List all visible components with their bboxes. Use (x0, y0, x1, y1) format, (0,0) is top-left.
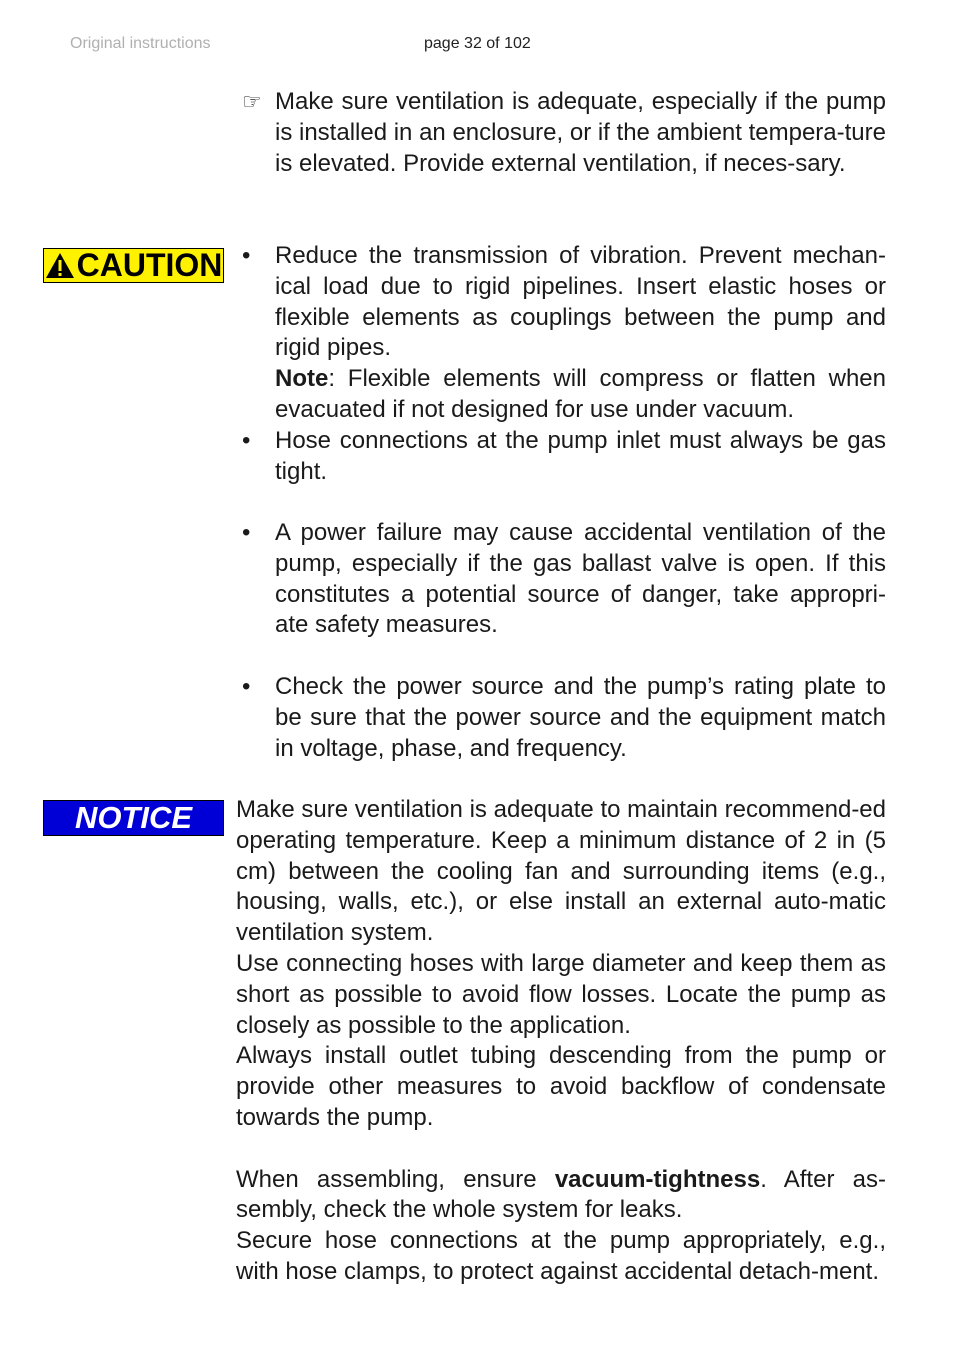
caution-badge (43, 248, 224, 283)
header-document-label: Original instructions (70, 35, 211, 52)
notice-paragraph (236, 1165, 886, 1227)
warning-triangle-icon (45, 252, 75, 279)
notice-text: . After as-sembly, check the whole system for leaks. (236, 1165, 886, 1224)
list-item-power-failure (240, 518, 886, 641)
pointing-hand-icon: ☞ (242, 89, 262, 114)
bullet-marker: • (242, 242, 251, 269)
notice-paragraph: Secure hose connections at the pump appropriately, e.g., with hose clamps, to protect against accidental detach-ment. (236, 1227, 886, 1285)
notice-paragraph: Always install outlet tubing descending from the pump or provide other measures to avoid backflow of condensate towards the pump. (236, 1042, 886, 1131)
item-text: Make sure ventilation is adequate, especially if the pump is installed in an enclosure, or if the ambient tempera-ture is elevated. Provide external ventilation, if neces-sary. (275, 88, 886, 177)
note-paragraph (275, 364, 886, 426)
bullet-marker: • (242, 427, 251, 454)
notice-text: When assembling, ensure (236, 1165, 555, 1193)
bullet-marker: • (242, 519, 251, 546)
page-number: page 32 of 102 (424, 35, 531, 52)
note-label: Note (275, 365, 329, 393)
notice-emphasis: vacuum-tightness (554, 1165, 761, 1193)
bullet-marker: • (242, 673, 251, 700)
item-text: Reduce the transmission of vibration. Prevent mechan-ical load due to rigid pipelines. Insert elastic hoses or flexible elements as couplings between the pump and rigid pipes. (275, 242, 886, 362)
notice-paragraph: Make sure ventilation is adequate to maintain recommend-ed operating temperature. Keep a minimum distance of 2 in (5 cm) between the cooling fan and surrounding items (e.g., housing, walls, etc.), or else install an external auto-matic ventilation system. (236, 796, 886, 947)
notice-section (236, 795, 886, 1288)
item-text: Hose connections at the pump inlet must always be gas tight. (275, 427, 886, 485)
item-text: A power failure may cause accidental ventilation of the pump, especially if the gas ballast valve is open. If this constitutes a potential source of danger, take appropri-ate safety measures. (275, 519, 886, 639)
list-item-hose-inlet (240, 426, 886, 488)
notice-paragraph: Use connecting hoses with large diameter and keep them as short as possible to avoid flow losses. Locate the pump as closely as possible to the application. (236, 949, 886, 1039)
note-text: : Flexible elements will compress or flatten when evacuated if not designed for use under vacuum. (275, 365, 886, 423)
notice-badge (43, 800, 224, 836)
list-item-power-source (240, 672, 886, 764)
list-item-ventilation (240, 87, 886, 179)
notice-label: NOTICE (74, 800, 193, 835)
caution-label: CAUTION (76, 247, 223, 283)
item-text: Check the power source and the pump’s rating plate to be sure that the power source and the equipment match in voltage, phase, and frequency. (275, 673, 886, 762)
list-item-vibration (240, 241, 886, 426)
